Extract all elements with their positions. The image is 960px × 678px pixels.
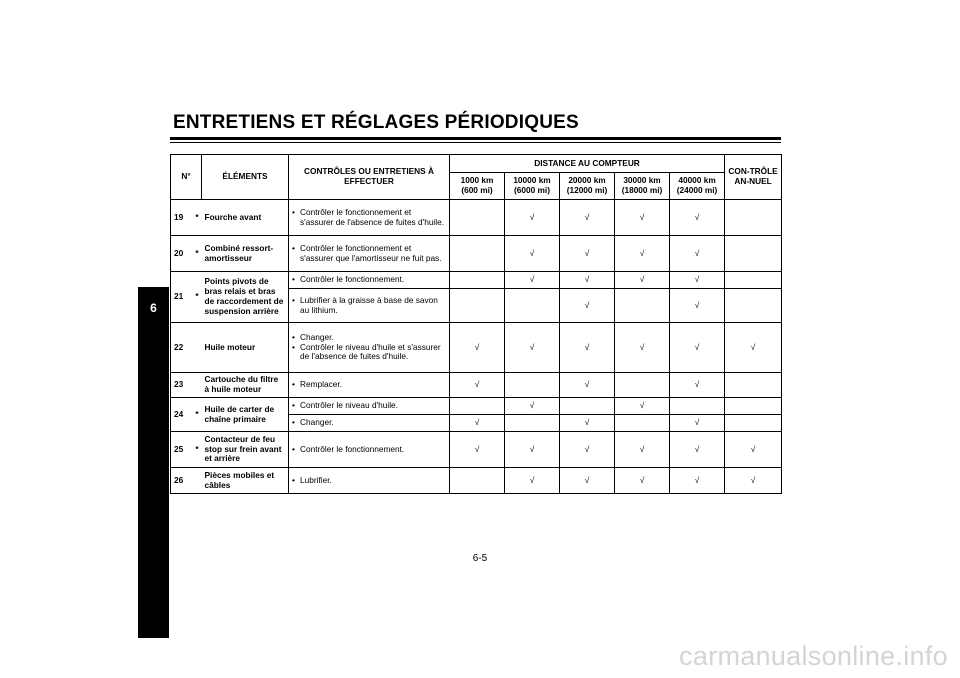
bullet-text: • Contrôler le fonctionnement et s'assurer que l'amortisseur ne fuit pas. — [292, 244, 446, 264]
row-item: Cartouche du filtre à huile moteur — [202, 373, 289, 398]
distance-cell — [450, 200, 505, 236]
row-check-description — [289, 415, 450, 432]
annual-cell — [725, 272, 782, 289]
check-mark-icon: √ — [474, 379, 480, 390]
row-asterisk: * — [193, 432, 202, 468]
distance-cell — [450, 289, 505, 323]
check-mark-icon: √ — [694, 274, 700, 285]
check-mark-icon: √ — [694, 299, 700, 310]
distance-cell — [670, 289, 725, 323]
bullet-text: • Contrôler le fonctionnement. — [292, 275, 446, 285]
table-body — [171, 200, 782, 494]
distance-cell — [560, 200, 615, 236]
row-number: 23 — [171, 373, 193, 398]
header-km: 20000 km — [568, 175, 606, 186]
table-row — [171, 432, 782, 468]
bullet-text: • Remplacer. — [292, 380, 446, 390]
row-check-description — [289, 432, 450, 468]
table-row — [171, 373, 782, 398]
distance-cell — [450, 398, 505, 415]
row-asterisk: * — [193, 272, 202, 323]
table-row — [171, 398, 782, 415]
title-rule-thin — [170, 142, 781, 143]
distance-cell — [670, 272, 725, 289]
header-mi: (12000 mi) — [566, 185, 608, 195]
annual-cell — [725, 432, 782, 468]
check-mark-icon: √ — [474, 443, 480, 454]
row-item: Points pivots de bras relais et bras de raccordement de suspension arrière — [202, 272, 289, 323]
distance-cell — [670, 432, 725, 468]
check-mark-icon: √ — [584, 443, 590, 454]
distance-cell — [505, 432, 560, 468]
bullet-text: • Contrôler le fonctionnement et s'assurer de l'absence de fuites d'huile. — [292, 208, 446, 228]
check-mark-icon: √ — [584, 417, 590, 428]
distance-cell — [670, 468, 725, 494]
header-mi: (24000 mi) — [676, 185, 718, 195]
title-rule-thick — [170, 137, 781, 140]
row-check-description — [289, 236, 450, 272]
header-mi: (600 mi) — [461, 185, 493, 195]
distance-cell — [670, 323, 725, 373]
bullet-text: • Lubrifier à la graisse à base de savon au lithium. — [292, 296, 446, 316]
row-item: Contacteur de feu stop sur frein avant et arrière — [202, 432, 289, 468]
check-mark-icon: √ — [474, 341, 480, 352]
header-row-1 — [171, 155, 782, 173]
distance-cell — [670, 415, 725, 432]
distance-cell — [450, 468, 505, 494]
maintenance-table — [170, 154, 782, 494]
check-mark-icon: √ — [694, 247, 700, 258]
distance-cell — [505, 289, 560, 323]
check-mark-icon: √ — [529, 274, 535, 285]
distance-cell — [505, 236, 560, 272]
distance-cell — [505, 200, 560, 236]
header-distance-3 — [615, 173, 670, 200]
distance-cell — [450, 415, 505, 432]
header-checks: CONTRÔLES OU ENTRETIENS À EFFECTUER — [289, 155, 450, 200]
distance-cell — [505, 272, 560, 289]
check-mark-icon: √ — [584, 299, 590, 310]
row-number: 24 — [171, 398, 193, 432]
check-mark-icon: √ — [639, 274, 645, 285]
header-mi: (18000 mi) — [621, 185, 663, 195]
header-km: 40000 km — [678, 175, 716, 186]
check-mark-icon: √ — [584, 474, 590, 485]
annual-cell — [725, 398, 782, 415]
check-mark-icon: √ — [639, 400, 645, 411]
check-mark-icon: √ — [694, 341, 700, 352]
distance-cell — [670, 398, 725, 415]
row-asterisk — [193, 323, 202, 373]
check-mark-icon: √ — [529, 474, 535, 485]
check-mark-icon: √ — [584, 379, 590, 390]
check-mark-icon: √ — [584, 341, 590, 352]
watermark: carmanualsonline.info — [679, 641, 948, 671]
header-annual: CON-TRÔLE AN-NUEL — [725, 155, 782, 200]
distance-cell — [615, 373, 670, 398]
header-km: 10000 km — [513, 175, 551, 186]
check-mark-icon: √ — [639, 443, 645, 454]
check-mark-icon: √ — [694, 379, 700, 390]
distance-cell — [560, 415, 615, 432]
distance-cell — [505, 373, 560, 398]
row-asterisk — [193, 373, 202, 398]
check-mark-icon: √ — [639, 474, 645, 485]
check-mark-icon: √ — [639, 211, 645, 222]
distance-cell — [615, 415, 670, 432]
distance-cell — [615, 432, 670, 468]
distance-cell — [505, 323, 560, 373]
header-distance-0 — [450, 173, 505, 200]
check-mark-icon: √ — [584, 247, 590, 258]
distance-cell — [560, 432, 615, 468]
annual-cell — [725, 236, 782, 272]
distance-cell — [560, 289, 615, 323]
row-item: Combiné ressort-amortisseur — [202, 236, 289, 272]
distance-cell — [450, 272, 505, 289]
distance-cell — [560, 272, 615, 289]
table-row — [171, 236, 782, 272]
check-mark-icon: √ — [529, 341, 535, 352]
distance-cell — [560, 398, 615, 415]
row-number: 21 — [171, 272, 193, 323]
distance-cell — [560, 236, 615, 272]
distance-cell — [560, 468, 615, 494]
distance-cell — [615, 272, 670, 289]
annual-cell — [725, 289, 782, 323]
header-item: ÉLÉMENTS — [202, 155, 289, 200]
check-mark-icon: √ — [529, 247, 535, 258]
bullet-text: • Contrôler le fonctionnement. — [292, 445, 446, 455]
header-km: 30000 km — [623, 175, 661, 186]
row-item: Huile de carter de chaîne primaire — [202, 398, 289, 432]
check-mark-icon: √ — [529, 443, 535, 454]
row-number: 25 — [171, 432, 193, 468]
check-mark-icon: √ — [694, 443, 700, 454]
table-row — [171, 468, 782, 494]
chapter-tab-label: 6 — [150, 301, 157, 315]
distance-cell — [670, 200, 725, 236]
check-mark-icon: √ — [584, 211, 590, 222]
annual-cell — [725, 468, 782, 494]
header-km: 1000 km — [460, 175, 494, 186]
distance-cell — [505, 468, 560, 494]
distance-cell — [560, 323, 615, 373]
bullet-text: • Contrôler le niveau d'huile. — [292, 401, 446, 411]
row-item: Pièces mobiles et câbles — [202, 468, 289, 494]
header-number: N° — [171, 155, 202, 200]
bullet-text: • Changer. — [292, 333, 446, 343]
distance-cell — [505, 415, 560, 432]
row-check-description — [289, 323, 450, 373]
distance-cell — [670, 373, 725, 398]
distance-cell — [615, 398, 670, 415]
distance-cell — [450, 236, 505, 272]
row-check-description — [289, 398, 450, 415]
row-check-description — [289, 272, 450, 289]
distance-cell — [615, 323, 670, 373]
header-distance: DISTANCE AU COMPTEUR — [450, 155, 725, 173]
distance-cell — [560, 373, 615, 398]
row-number: 20 — [171, 236, 193, 272]
distance-cell — [505, 398, 560, 415]
header-distance-1 — [505, 173, 560, 200]
row-number: 22 — [171, 323, 193, 373]
distance-cell — [615, 236, 670, 272]
header-distance-4 — [670, 173, 725, 200]
row-check-description — [289, 373, 450, 398]
table-row — [171, 272, 782, 289]
check-mark-icon: √ — [750, 341, 756, 352]
annual-cell — [725, 323, 782, 373]
bullet-text: • Lubrifier. — [292, 476, 446, 486]
annual-cell — [725, 373, 782, 398]
check-mark-icon: √ — [584, 274, 590, 285]
check-mark-icon: √ — [639, 341, 645, 352]
header-distance-2 — [560, 173, 615, 200]
distance-cell — [450, 432, 505, 468]
row-asterisk — [193, 468, 202, 494]
annual-cell — [725, 200, 782, 236]
page-number: 6-5 — [472, 553, 488, 564]
distance-cell — [615, 468, 670, 494]
check-mark-icon: √ — [639, 247, 645, 258]
row-asterisk: * — [193, 398, 202, 432]
distance-cell — [615, 200, 670, 236]
row-number: 26 — [171, 468, 193, 494]
row-item: Huile moteur — [202, 323, 289, 373]
row-number: 19 — [171, 200, 193, 236]
check-mark-icon: √ — [694, 211, 700, 222]
header-mi: (6000 mi) — [514, 185, 550, 195]
check-mark-icon: √ — [529, 211, 535, 222]
row-asterisk: * — [193, 236, 202, 272]
distance-cell — [670, 236, 725, 272]
row-check-description — [289, 468, 450, 494]
row-item: Fourche avant — [202, 200, 289, 236]
chapter-tab — [138, 287, 169, 638]
annual-cell — [725, 415, 782, 432]
check-mark-icon: √ — [694, 417, 700, 428]
bullet-text: • Changer. — [292, 418, 446, 428]
row-check-description — [289, 200, 450, 236]
check-mark-icon: √ — [694, 474, 700, 485]
bullet-text: • Contrôler le niveau d'huile et s'assurer de l'absence de fuites d'huile. — [292, 343, 446, 363]
row-check-description — [289, 289, 450, 323]
check-mark-icon: √ — [474, 417, 480, 428]
distance-cell — [450, 323, 505, 373]
distance-cell — [450, 373, 505, 398]
check-mark-icon: √ — [750, 474, 756, 485]
check-mark-icon: √ — [750, 443, 756, 454]
distance-cell — [615, 289, 670, 323]
page-title: ENTRETIENS ET RÉGLAGES PÉRIODIQUES — [173, 112, 579, 133]
check-mark-icon: √ — [529, 400, 535, 411]
table-row — [171, 323, 782, 373]
row-asterisk: * — [193, 200, 202, 236]
table-row — [171, 200, 782, 236]
